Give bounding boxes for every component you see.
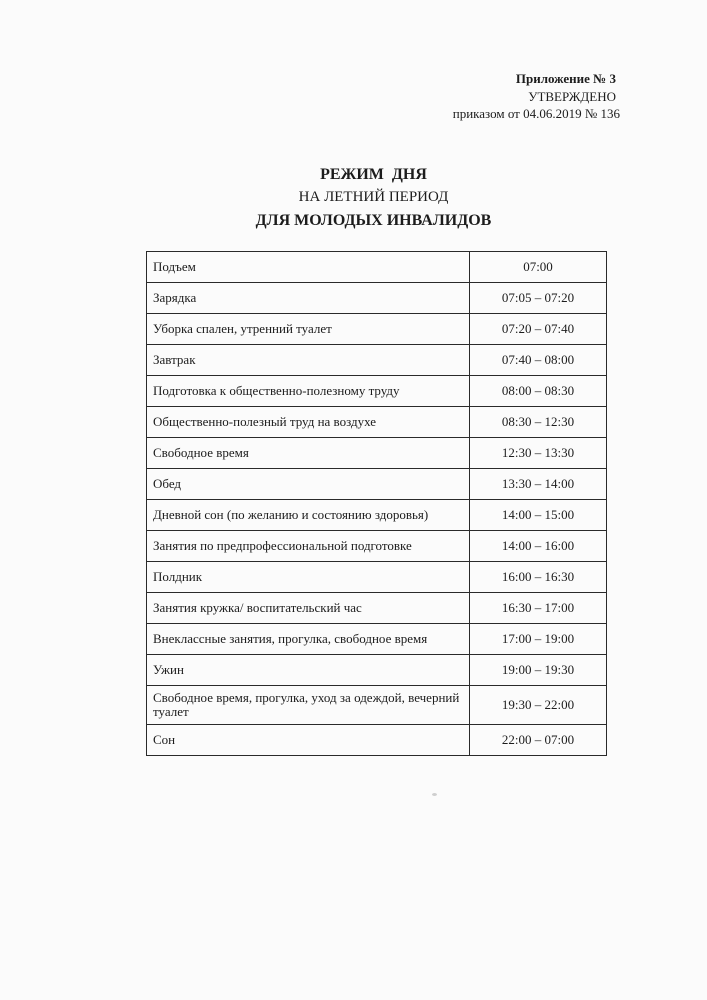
activity-cell: Ужин: [147, 655, 470, 686]
table-row: [147, 252, 607, 283]
time-cell: 08:00 – 08:30: [470, 376, 607, 407]
document-audience: ДЛЯ МОЛОДЫХ ИНВАЛИДОВ: [255, 212, 492, 229]
table-row: [147, 686, 607, 725]
time-cell: 07:40 – 08:00: [470, 345, 607, 376]
activity-cell: Уборка спален, утренний туалет: [147, 314, 470, 345]
table-row: [147, 531, 607, 562]
activity-cell: Занятия по предпрофессиональной подготовке: [147, 531, 470, 562]
time-cell: 07:20 – 07:40: [470, 314, 607, 345]
table-row: [147, 283, 607, 314]
scan-speck: [432, 793, 437, 796]
table-row: [147, 593, 607, 624]
time-cell: 19:00 – 19:30: [470, 655, 607, 686]
table-row: [147, 314, 607, 345]
activity-cell: Свободное время, прогулка, уход за одеждой, вечерний туалет: [147, 686, 470, 725]
annex-number: Приложение № 3: [515, 71, 616, 86]
activity-cell: Дневной сон (по желанию и состоянию здоровья): [147, 500, 470, 531]
table-row: [147, 469, 607, 500]
time-cell: 08:30 – 12:30: [470, 407, 607, 438]
table-row: [147, 655, 607, 686]
activity-cell: Свободное время: [147, 438, 470, 469]
time-cell: 22:00 – 07:00: [470, 725, 607, 756]
table-row: [147, 376, 607, 407]
activity-cell: Зарядка: [147, 283, 470, 314]
document-title: РЕЖИМ ДНЯ: [320, 166, 427, 183]
document-heading: [0, 163, 707, 232]
time-cell: 14:00 – 16:00: [470, 531, 607, 562]
time-cell: 13:30 – 14:00: [470, 469, 607, 500]
table-row: [147, 407, 607, 438]
activity-cell: Общественно-полезный труд на воздухе: [147, 407, 470, 438]
table-row: [147, 345, 607, 376]
activity-cell: Обед: [147, 469, 470, 500]
time-cell: 12:30 – 13:30: [470, 438, 607, 469]
schedule-table: [146, 251, 607, 756]
order-reference: приказом от 04.06.2019 № 136: [452, 106, 620, 121]
time-cell: 17:00 – 19:00: [470, 624, 607, 655]
activity-cell: Полдник: [147, 562, 470, 593]
activity-cell: Занятия кружка/ воспитательский час: [147, 593, 470, 624]
table-row: [147, 725, 607, 756]
document-period: НА ЛЕТНИЙ ПЕРИОД: [298, 189, 449, 205]
time-cell: 16:00 – 16:30: [470, 562, 607, 593]
activity-cell: Подготовка к общественно-полезному труду: [147, 376, 470, 407]
approved-label: УТВЕРЖДЕНО: [528, 88, 616, 104]
table-row: [147, 500, 607, 531]
time-cell: 16:30 – 17:00: [470, 593, 607, 624]
time-cell: 19:30 – 22:00: [470, 686, 607, 725]
table-row: [147, 438, 607, 469]
table-row: [147, 562, 607, 593]
approval-block: [453, 70, 620, 123]
time-cell: 07:00: [470, 252, 607, 283]
activity-cell: Подъем: [147, 252, 470, 283]
time-cell: 14:00 – 15:00: [470, 500, 607, 531]
activity-cell: Завтрак: [147, 345, 470, 376]
activity-cell: Сон: [147, 725, 470, 756]
time-cell: 07:05 – 07:20: [470, 283, 607, 314]
table-row: [147, 624, 607, 655]
activity-cell: Внеклассные занятия, прогулка, свободное время: [147, 624, 470, 655]
